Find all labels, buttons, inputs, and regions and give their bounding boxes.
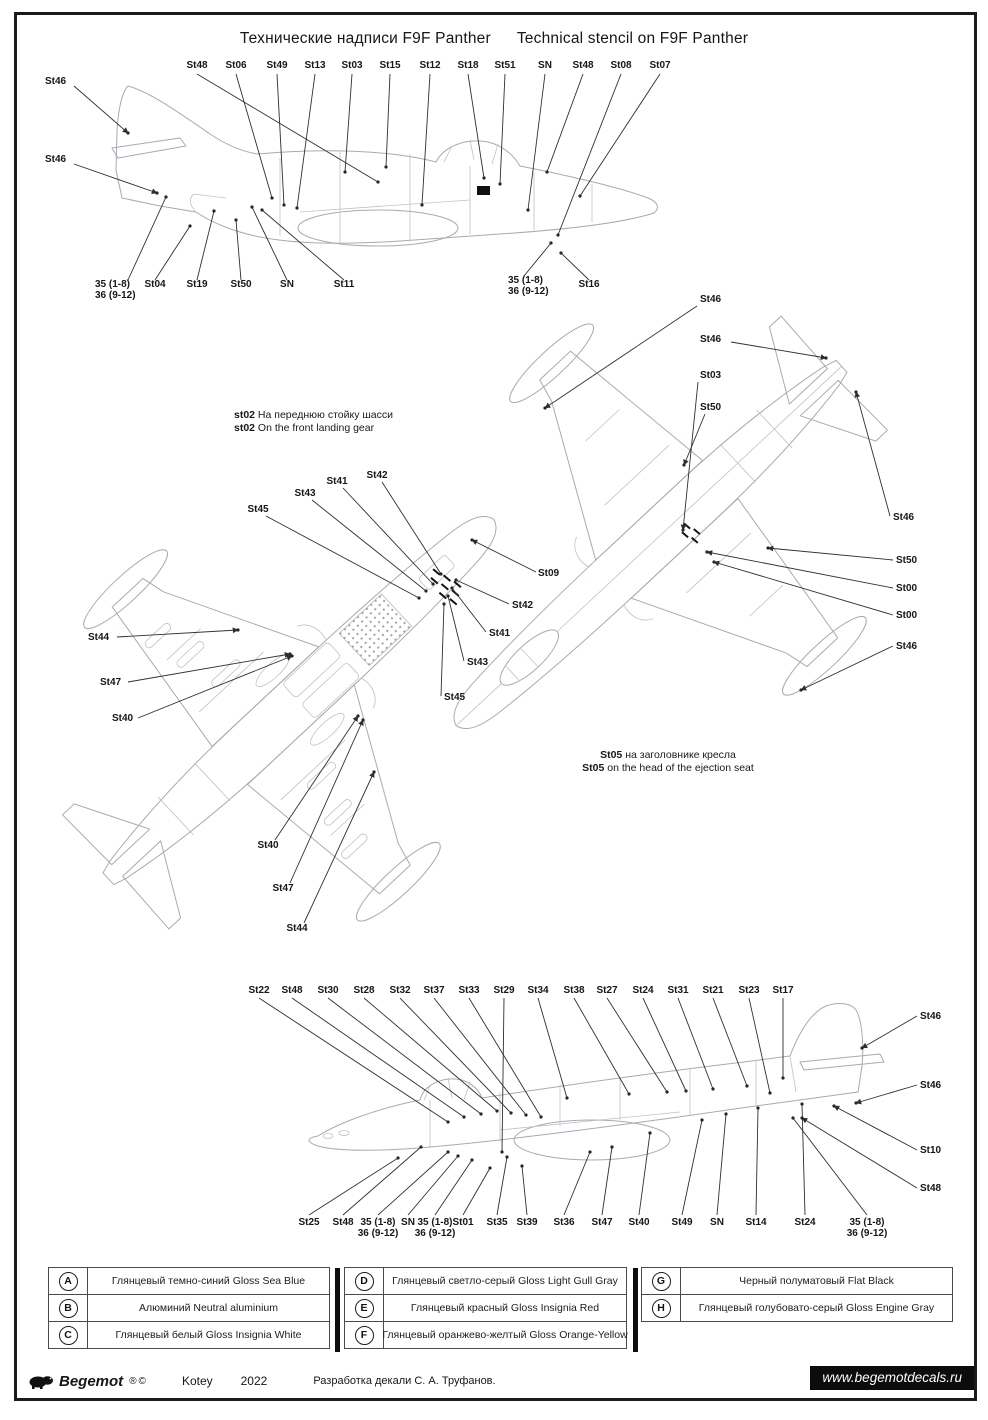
stencil-mark (446, 1150, 449, 1153)
stencil-mark (290, 654, 293, 657)
stencil-label: St43 (294, 488, 316, 499)
stencil-mark (768, 1091, 771, 1094)
stencil-label: St44 (88, 632, 110, 643)
stencil-label: 35 (1-8) 36 (9-12) (95, 279, 136, 301)
stencil-label: St47 (591, 1217, 613, 1228)
footer-year: 2022 (240, 1374, 268, 1388)
legend-letter-a: A (59, 1272, 78, 1291)
stencil-mark (588, 1150, 591, 1153)
leader-line (713, 998, 747, 1086)
stencil-label: St48 (572, 60, 594, 71)
stencil-label: SN (710, 1217, 724, 1228)
stencil-mark (854, 1101, 857, 1104)
stencil-label: St40 (257, 840, 279, 851)
stencil-mark (343, 170, 346, 173)
leader-line (266, 516, 419, 598)
stencil-mark (282, 203, 285, 206)
stencil-mark (545, 170, 548, 173)
stencil-label: 35 (1-8) 36 (9-12) (414, 1217, 456, 1239)
stencil-mark (712, 560, 715, 563)
leader-line (639, 1133, 650, 1215)
middle-plan-bottom-view (0, 363, 639, 1034)
stencil-mark (781, 1076, 784, 1079)
stencil-mark (648, 1131, 651, 1134)
stencil-label: St31 (667, 985, 689, 996)
stencil-mark (470, 538, 473, 541)
leader-line (558, 74, 621, 235)
stencil-label: St50 (230, 279, 252, 290)
stencil-mark (446, 1120, 449, 1123)
stencil-mark (578, 194, 581, 197)
stencil-label: St47 (272, 883, 294, 894)
stencil-mark (711, 1087, 714, 1090)
stencil-mark (681, 528, 684, 531)
stencil-label: St50 (700, 402, 722, 413)
leader-line (756, 1108, 758, 1215)
stencil-label: St44 (286, 923, 308, 934)
stencil-label: SN (280, 279, 294, 290)
legend-letter-b: B (59, 1299, 78, 1318)
stencil-mark (854, 390, 857, 393)
stencil-mark (234, 218, 237, 221)
stencil-label: St00 (896, 583, 918, 594)
stencil-label: St42 (366, 470, 388, 481)
stencil-mark (446, 594, 449, 597)
stencil-mark (824, 356, 827, 359)
stencil-mark (791, 1116, 794, 1119)
leader-line (252, 207, 287, 280)
stencil-mark (212, 209, 215, 212)
stencil-label: St49 (266, 60, 288, 71)
leader-line (452, 588, 486, 632)
website-banner (810, 1366, 974, 1390)
stencil-label: St46 (896, 641, 918, 652)
stencil-mark (610, 1145, 613, 1148)
stencil-mark (860, 1046, 863, 1049)
stencil-mark (565, 1096, 568, 1099)
stencil-mark (682, 463, 685, 466)
leader-line (422, 74, 430, 205)
stencil-mark (800, 1102, 803, 1105)
leader-line (749, 998, 770, 1093)
stencil-label: St29 (493, 985, 515, 996)
hippo-logo-icon (28, 1373, 54, 1389)
stencil-mark (454, 578, 457, 581)
leader-line (435, 1160, 472, 1215)
stencil-mark (236, 628, 239, 631)
leader-line (74, 164, 157, 193)
leader-line (441, 604, 444, 696)
stencil-label: St06 (225, 60, 247, 71)
stencil-mark (456, 1154, 459, 1157)
leader-line (561, 253, 589, 280)
stencil-mark (396, 1156, 399, 1159)
stencil-label: St46 (893, 512, 915, 523)
stencil-label: St46 (700, 294, 722, 305)
leader-line (502, 998, 504, 1152)
leader-line (297, 74, 315, 208)
footer-author: Kotey (181, 1374, 213, 1388)
leader-line (456, 580, 509, 604)
stencil-label: St48 (186, 60, 208, 71)
middle-plan-top-view (311, 211, 987, 882)
stencil-label: St48 (332, 1217, 354, 1228)
stencil-mark (705, 550, 708, 553)
leader-line (259, 998, 448, 1122)
stencil-label: St28 (353, 985, 375, 996)
stencil-mark (526, 208, 529, 211)
stencil-mark (260, 208, 263, 211)
stencil-label: St34 (527, 985, 549, 996)
stencil-mark (482, 176, 485, 179)
leader-line (714, 562, 893, 615)
title-russian: Технические надписи F9F Panther (239, 30, 491, 47)
stencil-label: St04 (144, 279, 166, 290)
leader-line (547, 74, 583, 172)
stencil-label: St35 (486, 1217, 508, 1228)
leader-line (500, 74, 505, 184)
stencil-label: St27 (596, 985, 618, 996)
color-legend-table (48, 1268, 956, 1349)
leader-line (328, 998, 481, 1114)
stencil-label: SN (538, 60, 552, 71)
placement-note: St05 на заголовнике кресла St05 on the head of the ejection seat (582, 749, 754, 774)
leader-line (497, 1157, 507, 1215)
stencil-mark (431, 582, 434, 585)
stencil-label: St09 (538, 568, 560, 579)
leader-line (717, 1114, 726, 1215)
stencil-label: St23 (738, 985, 760, 996)
stencil-mark (524, 1113, 527, 1116)
stencil-label: St10 (920, 1145, 942, 1156)
stencil-label: St24 (794, 1217, 816, 1228)
leader-line (138, 656, 292, 718)
stencil-label: St11 (333, 279, 355, 290)
stencil-label: St30 (317, 985, 339, 996)
legend-text-a: Глянцевый темно-синий Gloss Sea Blue (111, 1275, 306, 1287)
leader-line (469, 998, 541, 1117)
stencil-mark (495, 1109, 498, 1112)
leader-line (580, 74, 660, 196)
leader-line (400, 998, 511, 1113)
stencil-mark (799, 688, 802, 691)
legend-divider-bar (335, 1268, 340, 1352)
legend-letter-h: H (652, 1299, 671, 1318)
stencil-label: St45 (247, 504, 269, 515)
stencil-label: St41 (489, 628, 511, 639)
stencil-label: St15 (379, 60, 401, 71)
leader-line (448, 596, 464, 661)
stencil-label: St21 (702, 985, 724, 996)
stencil-label: St45 (444, 692, 466, 703)
stencil-mark (665, 1090, 668, 1093)
stencil-mark (505, 1155, 508, 1158)
stencil-label: St14 (745, 1217, 767, 1228)
leader-line (468, 74, 484, 178)
legend-divider-bar (633, 1268, 638, 1352)
stencil-mark (500, 1150, 503, 1153)
stencil-label: St37 (423, 985, 445, 996)
legend-key-cell (48, 1267, 88, 1295)
legend-letter-f: F (355, 1326, 374, 1345)
stencil-label: St22 (248, 985, 270, 996)
stencil-mark (766, 546, 769, 549)
leader-line (682, 1120, 702, 1215)
footer-credit: Разработка декали С. А. Труфанов. (313, 1375, 496, 1387)
leader-line (386, 74, 390, 167)
stencil-mark (417, 596, 420, 599)
legend-letter-e: E (355, 1299, 374, 1318)
stencil-label: St39 (516, 1217, 538, 1228)
placement-note: st02 На переднюю стойку шасси st02 On the front landing gear (234, 409, 393, 434)
leader-line (862, 1016, 917, 1048)
stencil-label: St40 (112, 713, 134, 724)
stencil-mark (520, 1164, 523, 1167)
bottom-side-view (309, 1003, 884, 1160)
stencil-label: St48 (920, 1183, 942, 1194)
stencil-label: 35 (1-8) 36 (9-12) (357, 1217, 399, 1239)
leader-line (802, 1104, 805, 1215)
stencil-label: St48 (281, 985, 303, 996)
stencil-label: St51 (494, 60, 516, 71)
leader-line (768, 548, 893, 560)
leader-line (538, 998, 567, 1098)
leader-line (602, 1147, 612, 1215)
stencil-label: St42 (512, 600, 534, 611)
leader-line (74, 86, 128, 133)
stencil-mark (372, 770, 375, 773)
stencil-mark (745, 1084, 748, 1087)
stencil-mark (470, 1158, 473, 1161)
leader-line (607, 998, 667, 1092)
stencil-mark (556, 233, 559, 236)
leader-line (408, 1156, 458, 1215)
stencil-mark (832, 1104, 835, 1107)
stencil-mark (376, 180, 379, 183)
stencil-mark (356, 714, 359, 717)
stencil-mark (684, 1089, 687, 1092)
stencil-label: St03 (341, 60, 363, 71)
stencil-label: St46 (45, 76, 67, 87)
leader-line (684, 414, 705, 465)
stencil-mark (724, 1112, 727, 1115)
leader-line (292, 998, 464, 1117)
stencil-label: St08 (610, 60, 632, 71)
stencil-label: St07 (649, 60, 671, 71)
stencil-mark (462, 1115, 465, 1118)
stencil-label: St43 (467, 657, 489, 668)
stencil-mark (450, 586, 453, 589)
stencil-label: St32 (389, 985, 411, 996)
trademark-symbols: ®© (129, 1375, 148, 1387)
leader-line (834, 1106, 917, 1150)
leader-line (117, 630, 238, 637)
stencil-label: St16 (578, 279, 600, 290)
stencil-label: St03 (700, 370, 722, 381)
stencil-label: St18 (457, 60, 479, 71)
leader-line (528, 74, 545, 210)
stencil-label: St19 (186, 279, 208, 290)
legend-letter-g: G (652, 1272, 671, 1291)
stencil-label: SN (401, 1217, 415, 1228)
stencil-mark (270, 196, 273, 199)
leader-line (262, 210, 344, 280)
stencil-mark (442, 602, 445, 605)
leader-line (345, 74, 352, 172)
stencil-mark (488, 1166, 491, 1169)
stencil-mark (361, 718, 364, 721)
stencil-label: St46 (920, 1011, 942, 1022)
stencil-label: 35 (1-8) 36 (9-12) (508, 275, 549, 297)
leader-line (856, 1085, 917, 1103)
stencil-label: St01 (452, 1217, 474, 1228)
legend-text-b: Алюминий Neutral aluminium (138, 1302, 279, 1314)
stencil-label: St41 (326, 476, 348, 487)
leader-line (343, 1147, 421, 1215)
legend-text-f: Глянцевый оранжево-желтый Gloss Orange-Yellow (382, 1329, 628, 1341)
stencil-label: St24 (632, 985, 654, 996)
stencil-mark (250, 205, 253, 208)
stencil-mark (479, 1112, 482, 1115)
stencil-label: St12 (419, 60, 441, 71)
leader-line (378, 1152, 448, 1215)
stencil-mark (543, 406, 546, 409)
leader-line (801, 646, 893, 690)
stencil-label: St40 (628, 1217, 650, 1228)
stencil-mark (498, 182, 501, 185)
stencil-label: St00 (896, 610, 918, 621)
stencil-mark (295, 206, 298, 209)
stencil-mark (439, 572, 442, 575)
leader-line (678, 998, 713, 1089)
stencil-label: 35 (1-8) 36 (9-12) (846, 1217, 888, 1239)
stencil-mark (559, 251, 562, 254)
leader-line (155, 226, 190, 280)
stencil-mark (424, 589, 427, 592)
stencil-label: St38 (563, 985, 585, 996)
leader-line (731, 342, 826, 358)
leader-line (574, 998, 629, 1094)
leader-line (382, 482, 441, 574)
stencil-label: St25 (298, 1217, 320, 1228)
stencil-mark (756, 1106, 759, 1109)
stencil-mark (700, 1118, 703, 1121)
stencil-mark (188, 224, 191, 227)
stencil-label: St50 (896, 555, 918, 566)
stencil-label: St36 (553, 1217, 575, 1228)
leader-line (277, 74, 284, 205)
legend-letter-c: C (59, 1326, 78, 1345)
leader-line (643, 998, 686, 1091)
leader-line (309, 1158, 398, 1215)
legend-text-c: Глянцевый белый Gloss Insignia White (115, 1329, 302, 1341)
stencil-mark (509, 1111, 512, 1114)
leader-line (463, 1168, 490, 1215)
brand-name: Begemot (59, 1372, 124, 1390)
leader-line (683, 382, 698, 530)
legend-text-h: Глянцевый голубовато-серый Gloss Engine Gray (698, 1302, 935, 1314)
stencil-mark (384, 165, 387, 168)
leader-line (236, 74, 272, 198)
leader-line (524, 243, 551, 276)
legend-text-e: Глянцевый красный Gloss Insignia Red (410, 1302, 600, 1314)
stencil-label: St33 (458, 985, 480, 996)
leader-line (856, 392, 890, 516)
top-side-view (112, 86, 657, 246)
stencil-label: St47 (100, 677, 122, 688)
website-url: www.begemotdecals.ru (822, 1370, 962, 1385)
leader-line (197, 211, 214, 280)
leader-line (236, 220, 241, 280)
leader-line (522, 1166, 527, 1215)
stencil-mark (549, 241, 552, 244)
stencil-mark (627, 1092, 630, 1095)
stencil-mark (539, 1115, 542, 1118)
stencil-label: St17 (772, 985, 794, 996)
stencil-mark (419, 1145, 422, 1148)
stencil-mark (420, 203, 423, 206)
legend-text-g: Черный полуматовый Flat Black (739, 1275, 894, 1287)
legend-letter-d: D (355, 1272, 374, 1291)
leader-line (312, 500, 426, 591)
stencil-mark (164, 195, 167, 198)
leader-line (304, 772, 374, 923)
stencil-label: St49 (671, 1217, 693, 1228)
stencil-label: St46 (920, 1080, 942, 1091)
legend-text-d: Глянцевый светло-серый Gloss Light Gull Gray (392, 1275, 618, 1287)
leader-line (564, 1152, 590, 1215)
stencil-mark (800, 1116, 803, 1119)
title-english: Technical stencil on F9F Panther (516, 30, 749, 47)
stencil-mark (126, 131, 129, 134)
leader-line (128, 197, 166, 280)
stencil-label: St46 (700, 334, 722, 345)
stencil-mark (155, 191, 158, 194)
stencil-label: St13 (304, 60, 326, 71)
stencil-label: St46 (45, 154, 67, 165)
